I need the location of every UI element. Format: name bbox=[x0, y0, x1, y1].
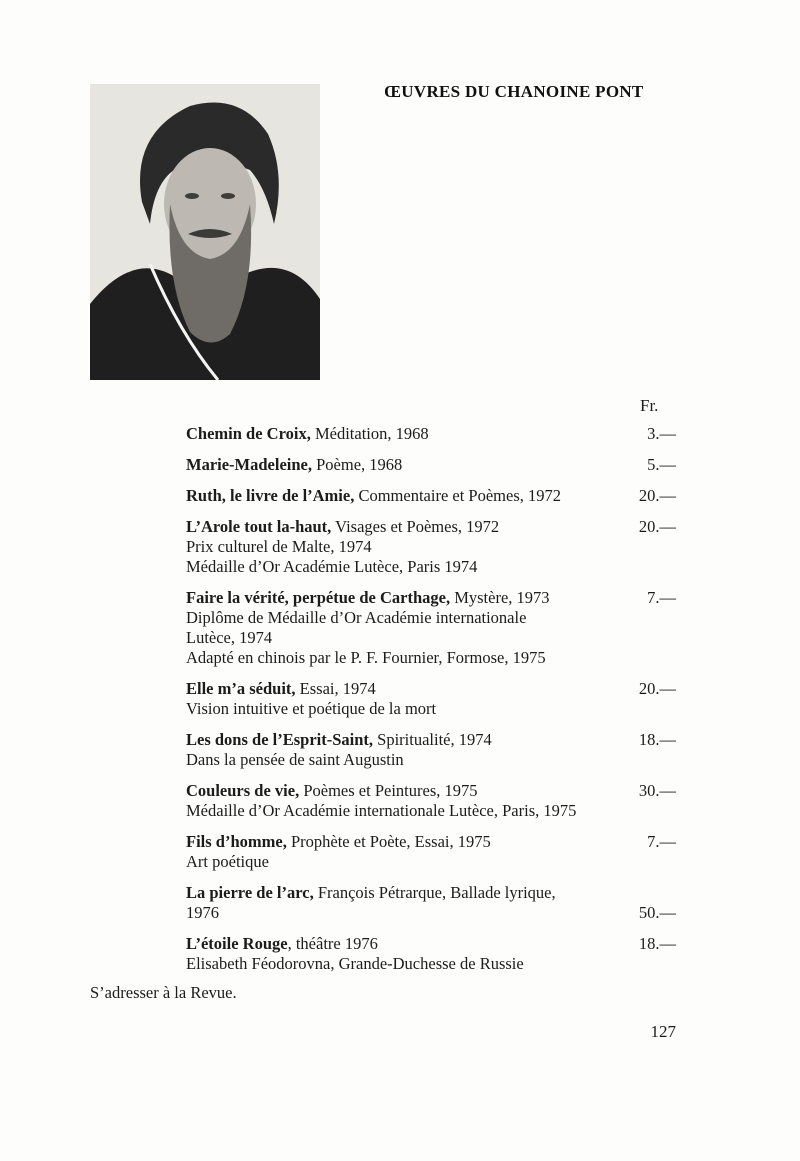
page-number: 127 bbox=[650, 1022, 676, 1041]
work-entry bbox=[186, 781, 676, 821]
works-list bbox=[186, 424, 676, 985]
work-title: Fils d’homme, bbox=[186, 832, 287, 851]
work-genre: Poèmes et Peintures, 1975 bbox=[299, 781, 478, 800]
work-description bbox=[186, 934, 626, 974]
work-description bbox=[186, 679, 626, 719]
work-genre: Visages et Poèmes, 1972 bbox=[331, 517, 500, 536]
work-price: 30.— bbox=[638, 781, 676, 800]
work-note: Médaille d’Or Académie Lutèce, Paris 1974 bbox=[186, 557, 478, 576]
work-genre: Commentaire et Poèmes, 1972 bbox=[354, 486, 562, 505]
work-entry bbox=[186, 486, 676, 506]
work-description bbox=[186, 832, 626, 872]
work-title: Elle m’a séduit, bbox=[186, 679, 296, 698]
work-note: Adapté en chinois par le P. F. Fournier, Formose, 1975 bbox=[186, 648, 546, 667]
work-entry bbox=[186, 424, 676, 444]
work-description bbox=[186, 517, 626, 577]
work-entry bbox=[186, 883, 676, 923]
work-title: Faire la vérité, perpétue de Carthage, bbox=[186, 588, 451, 607]
work-title: L’étoile Rouge bbox=[186, 934, 288, 953]
author-portrait bbox=[90, 84, 320, 380]
work-note: Médaille d’Or Académie internationale Lutèce, Paris, 1975 bbox=[186, 801, 577, 820]
work-note: Art poétique bbox=[186, 852, 269, 871]
work-entry bbox=[186, 934, 676, 974]
work-description bbox=[186, 883, 626, 923]
work-title: Chemin de Croix, bbox=[186, 424, 311, 443]
work-entry bbox=[186, 517, 676, 577]
work-entry bbox=[186, 730, 676, 770]
work-description bbox=[186, 781, 626, 821]
work-price: 50.— bbox=[638, 903, 676, 922]
work-entry bbox=[186, 588, 676, 668]
work-genre: François Pétrarque, Ballade lyrique, bbox=[313, 883, 556, 902]
work-genre: Mystère, 1973 bbox=[450, 588, 550, 607]
work-description bbox=[186, 486, 626, 506]
work-entry bbox=[186, 832, 676, 872]
work-genre: Essai, 1974 bbox=[295, 679, 376, 698]
work-genre: Poème, 1968 bbox=[312, 455, 403, 474]
work-title: Couleurs de vie, bbox=[186, 781, 300, 800]
work-title: Les dons de l’Esprit-Saint, bbox=[186, 730, 374, 749]
work-price: 18.— bbox=[638, 934, 676, 953]
work-note: Prix culturel de Malte, 1974 bbox=[186, 537, 372, 556]
work-genre: Spiritualité, 1974 bbox=[373, 730, 492, 749]
contact-note: S’adresser à la Revue. bbox=[90, 983, 237, 1002]
work-note: Dans la pensée de saint Augustin bbox=[186, 750, 404, 769]
work-note: Lutèce, 1974 bbox=[186, 628, 273, 647]
work-title: La pierre de l’arc, bbox=[186, 883, 314, 902]
work-title: L’Arole tout la-haut, bbox=[186, 517, 332, 536]
work-note: Vision intuitive et poétique de la mort bbox=[186, 699, 437, 718]
work-note: Diplôme de Médaille d’Or Académie internationale bbox=[186, 608, 527, 627]
work-price: 20.— bbox=[638, 486, 676, 505]
work-description bbox=[186, 424, 626, 444]
work-price: 3.— bbox=[647, 424, 676, 443]
work-entry bbox=[186, 455, 676, 475]
work-price: 20.— bbox=[638, 517, 676, 536]
page-title: ŒUVRES DU CHANOINE PONT bbox=[384, 82, 644, 101]
work-genre: , théâtre 1976 bbox=[287, 934, 378, 953]
work-note: Elisabeth Féodorovna, Grande-Duchesse de Russie bbox=[186, 954, 524, 973]
work-price: 5.— bbox=[647, 455, 676, 474]
work-description bbox=[186, 730, 626, 770]
work-price: 7.— bbox=[647, 588, 676, 607]
work-title: Ruth, le livre de l’Amie, bbox=[186, 486, 355, 505]
work-price: 20.— bbox=[638, 679, 676, 698]
work-genre: Prophète et Poète, Essai, 1975 bbox=[286, 832, 491, 851]
work-genre: Méditation, 1968 bbox=[310, 424, 429, 443]
currency-label: Fr. bbox=[640, 396, 659, 415]
work-description bbox=[186, 588, 626, 668]
work-entry bbox=[186, 679, 676, 719]
work-title: Marie-Madeleine, bbox=[186, 455, 312, 474]
work-price: 18.— bbox=[638, 730, 676, 749]
work-price: 7.— bbox=[647, 832, 676, 851]
work-note: 1976 bbox=[186, 903, 219, 922]
work-description bbox=[186, 455, 626, 475]
